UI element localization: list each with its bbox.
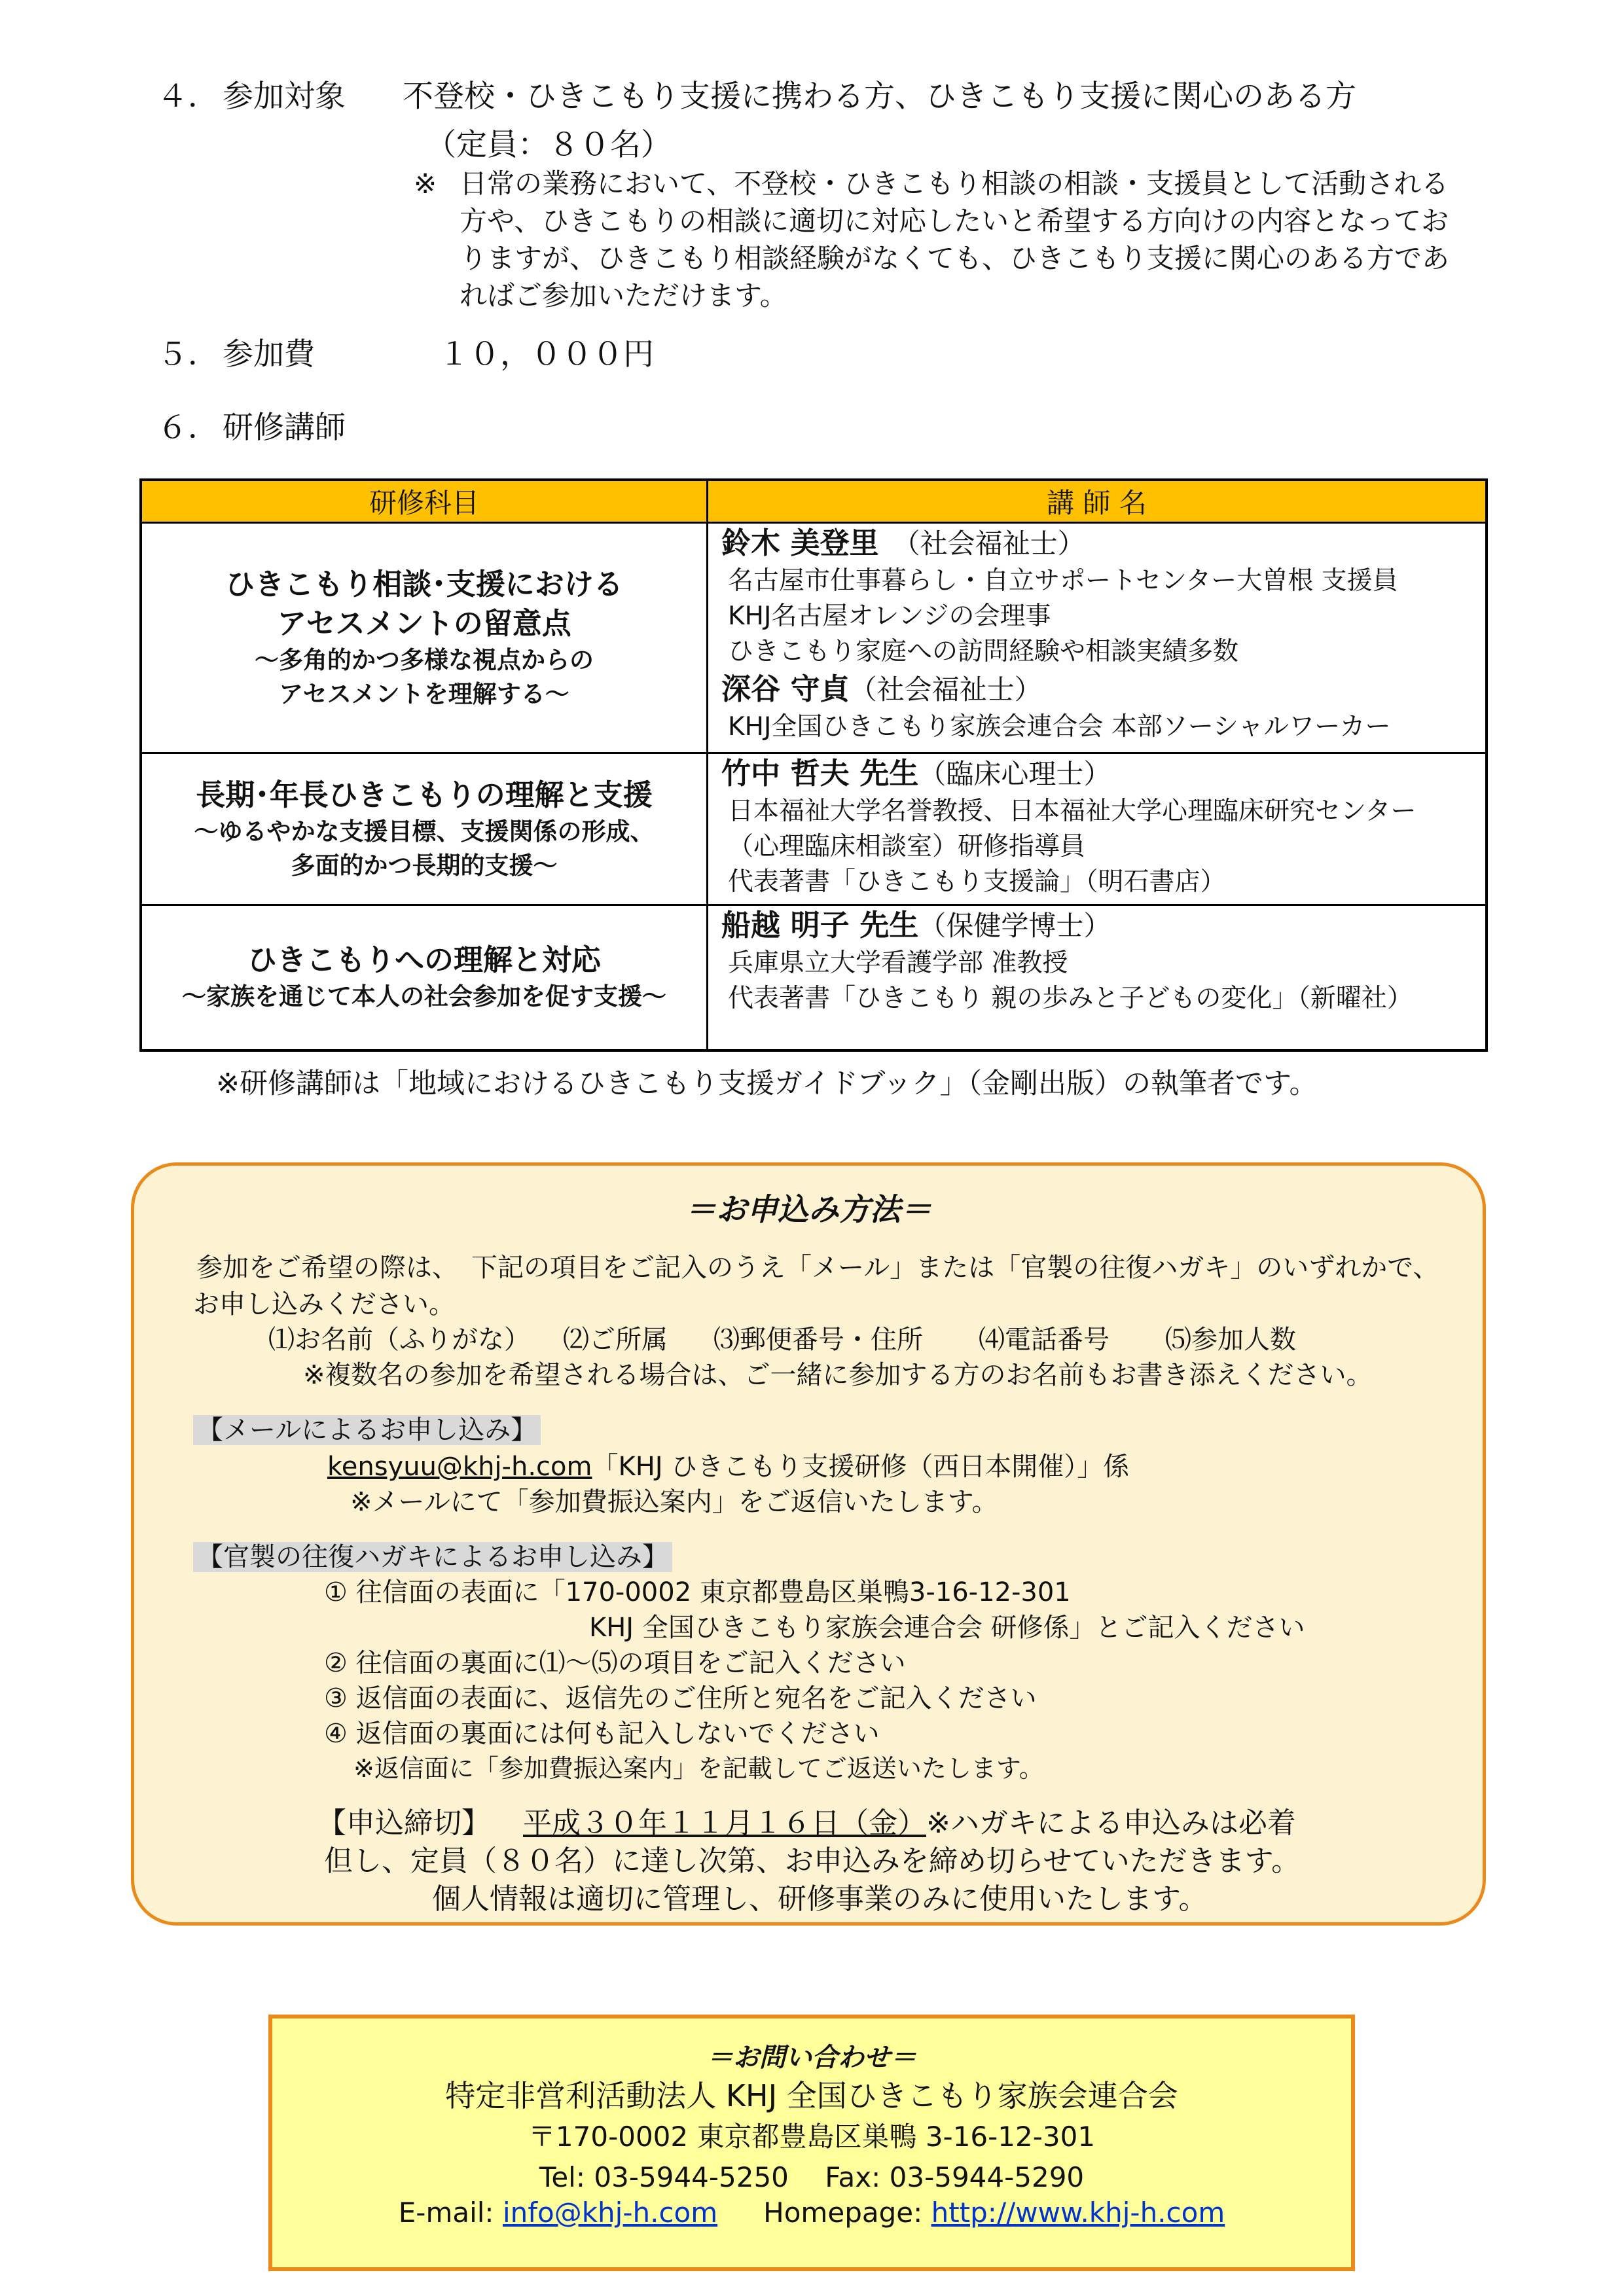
- lecturer-name: 竹中 哲夫 先生: [721, 756, 919, 791]
- table-footnote: ※研修講師は「地域におけるひきこもり支援ガイドブック」（金剛出版）の執筆者です。: [216, 1067, 1318, 1100]
- note-mark: ※: [414, 168, 437, 200]
- deadline-note: ※ハガキによる申込みは必着: [926, 1806, 1296, 1840]
- postcard-step: KHJ 全国ひきこもり家族会連合会 研修係」とご記入ください: [589, 1613, 1305, 1643]
- homepage-link[interactable]: http://www.khj-h.com: [931, 2197, 1225, 2229]
- section-6-number: ６．: [157, 410, 219, 446]
- lecturer-name: 鈴木 美登里: [721, 526, 879, 560]
- contact-tel-fax: Tel: 03-5944-5250 Fax: 03-5944-5290: [539, 2161, 1085, 2193]
- postcard-step: ② 往信面の裏面に⑴～⑸の項目をご記入ください: [324, 1648, 906, 1678]
- lecturer-name: 深谷 守貞: [721, 672, 850, 706]
- lecturer-cell: [708, 753, 1487, 905]
- lecturer-detail: KHJ名古屋オレンジの会理事: [728, 601, 1051, 631]
- section-4-note: [414, 165, 1474, 314]
- subject-title: ひきこもりへの理解と対応: [247, 942, 601, 978]
- postcard-step: ④ 返信面の裏面には何も記入しないでください: [324, 1719, 880, 1749]
- postcard-step: ③ 返信面の表面に、返信先のご住所と宛名をご記入ください: [324, 1683, 1037, 1713]
- subject-cell: [141, 905, 708, 1050]
- lecturer-name-line: [708, 670, 1485, 709]
- subject-subtitle: アセスメントを理解する～: [279, 679, 569, 708]
- subject-cell: [141, 753, 708, 905]
- deadline-line-2: 但し、定員（８０名）に達し次第、お申込みを締め切らせていただきます。: [324, 1844, 1301, 1878]
- lecturer-qualification: （社会福祉士）: [849, 673, 1042, 706]
- item-phone: ⑷電話番号: [979, 1325, 1110, 1355]
- lecturer-detail: 兵庫県立大学看護学部 准教授: [728, 948, 1068, 978]
- subject-title: 長期･年長ひきこもりの理解と支援: [196, 777, 653, 812]
- table-row: [141, 523, 1487, 753]
- contact-web-line: [272, 2197, 1351, 2229]
- lecturer-detail: 代表著書「ひきこもり 親の歩みと子どもの変化」（新曜社）: [728, 984, 1413, 1013]
- table-row: [141, 905, 1487, 1050]
- contact-email-link[interactable]: info@khj-h.com: [502, 2197, 718, 2229]
- lecture-table: [139, 478, 1488, 1052]
- deadline-date: 平成３０年１１月１６日（金）: [523, 1806, 926, 1840]
- email-subject: 「KHJ ひきこもり支援研修（西日本開催）」係: [592, 1452, 1130, 1482]
- postcard-note: ※返信面に「参加費振込案内」を記載してご返送いたします。: [353, 1754, 1044, 1783]
- section-6-label: 研修講師: [223, 410, 346, 446]
- application-intro-2: お申し込みください。: [193, 1289, 455, 1319]
- email-line: [327, 1446, 1129, 1483]
- table-header-row: [141, 480, 1487, 523]
- lecturer-detail: ひきこもり家庭への訪問経験や相談実績多数: [728, 637, 1239, 666]
- postcard-step: ① 往信面の表面に「170-0002 東京都豊島区巣鴨3-16-12-301: [324, 1577, 1071, 1607]
- subject-subtitle: 多面的かつ長期的支援～: [291, 851, 558, 880]
- lecturer-qualification: （社会福祉士）: [878, 528, 1085, 560]
- lecturer-detail: 日本福祉大学名誉教授、日本福祉大学心理臨床研究センター: [728, 797, 1416, 826]
- lecturer-qualification: （保健学博士）: [918, 910, 1111, 942]
- application-intro: 参加をご希望の際は、 下記の項目をご記入のうえ「メール」または「官製の往復ハガキ」のいずれかで、: [196, 1253, 1439, 1283]
- section-5-number: ５．: [157, 336, 219, 372]
- lecturer-name-line: [708, 906, 1485, 946]
- email-heading: [193, 1409, 541, 1446]
- application-items: [268, 1319, 1296, 1356]
- application-box: [131, 1162, 1486, 1926]
- section-4-label: 参加対象: [223, 79, 346, 115]
- section-4-number: ４．: [157, 79, 219, 115]
- email-link[interactable]: kensyuu@khj-h.com: [327, 1452, 592, 1482]
- section-5-label: 参加費: [223, 336, 315, 372]
- item-name: ⑴お名前（ふりがな）: [268, 1325, 530, 1355]
- multi-participant-note: ※複数名の参加を希望される場合は、ご一緒に参加する方のお名前もお書き添えください。: [303, 1360, 1373, 1390]
- header-subject: 研修科目: [141, 480, 708, 523]
- contact-box: [268, 2015, 1355, 2271]
- email-label: E-mail:: [398, 2197, 503, 2229]
- table-row: [141, 753, 1487, 905]
- subject-subtitle: ～多角的かつ多様な視点からの: [255, 645, 594, 674]
- section-4-note-text: 日常の業務において、不登校・ひきこもり相談の相談・支援員として活動される方や、ひきこもりの相談に適切に対応したいと希望する方向けの内容となっておりますが、ひきこもり相談経験がなくても、ひきこもり支援に関心のある方であればご参加いただけます。: [460, 168, 1450, 312]
- fee-value: １０，０００円: [439, 336, 654, 372]
- lecturer-cell: [708, 523, 1487, 753]
- application-title: ＝お申込み方法＝: [685, 1192, 931, 1228]
- subject-title: アセスメントの留意点: [277, 605, 571, 641]
- section-5: [157, 335, 654, 374]
- subject-cell: [141, 523, 708, 753]
- section-4-text: 不登校・ひきこもり支援に携わる方、ひきこもり支援に関心のある方: [403, 79, 1356, 115]
- header-lecturer: 講 師 名: [708, 480, 1487, 523]
- capacity-text: （定員：８０名）: [425, 127, 672, 163]
- section-6: [157, 408, 346, 448]
- contact-address: 〒170-0002 東京都豊島区巣鴨 3-16-12-301: [528, 2121, 1096, 2153]
- item-address: ⑶郵便番号・住所: [713, 1325, 923, 1355]
- subject-subtitle: ～家族を通じて本人の社会参加を促す支援～: [182, 982, 666, 1011]
- privacy-note: 個人情報は適切に管理し、研修事業のみに使用いたします。: [432, 1882, 1208, 1916]
- subject-title: ひきこもり相談･支援における: [225, 566, 623, 601]
- lecturer-detail: 名古屋市仕事暮らし・自立サポートセンター大曽根 支援員: [728, 566, 1398, 596]
- contact-org: 特定非営利活動法人 KHJ 全国ひきこもり家族会連合会: [445, 2078, 1178, 2113]
- lecturer-name-line: [708, 754, 1485, 794]
- postcard-heading-label: 【官製の往復ハガキによるお申し込み】: [193, 1542, 672, 1572]
- lecturer-detail: KHJ全国ひきこもり家族会連合会 本部ソーシャルワーカー: [728, 712, 1391, 742]
- item-count: ⑸参加人数: [1165, 1325, 1296, 1355]
- homepage-label: Homepage:: [763, 2197, 931, 2229]
- lecturer-detail: （心理臨床相談室）研修指導員: [728, 832, 1086, 861]
- deadline-label: 【申込締切】: [317, 1806, 490, 1840]
- section-4: [157, 77, 1356, 117]
- email-note: ※メールにて「参加費振込案内」をご返信いたします。: [350, 1487, 998, 1517]
- lecturer-cell: [708, 905, 1487, 1050]
- subject-subtitle: ～ゆるやかな支援目標、支援関係の形成、: [194, 817, 655, 846]
- lecturer-qualification: （臨床心理士）: [918, 758, 1111, 790]
- lecturer-detail: 代表著書「ひきこもり支援論」（明石書店）: [728, 867, 1226, 897]
- lecturer-name: 船越 明子 先生: [721, 908, 919, 942]
- lecturer-name-line: [708, 524, 1485, 564]
- deadline-line: [317, 1799, 1296, 1841]
- postcard-heading: [193, 1536, 672, 1573]
- email-heading-label: 【メールによるお申し込み】: [193, 1415, 541, 1445]
- item-affiliation: ⑵ご所属: [563, 1325, 668, 1355]
- contact-title: ＝お問い合わせ＝: [707, 2043, 916, 2073]
